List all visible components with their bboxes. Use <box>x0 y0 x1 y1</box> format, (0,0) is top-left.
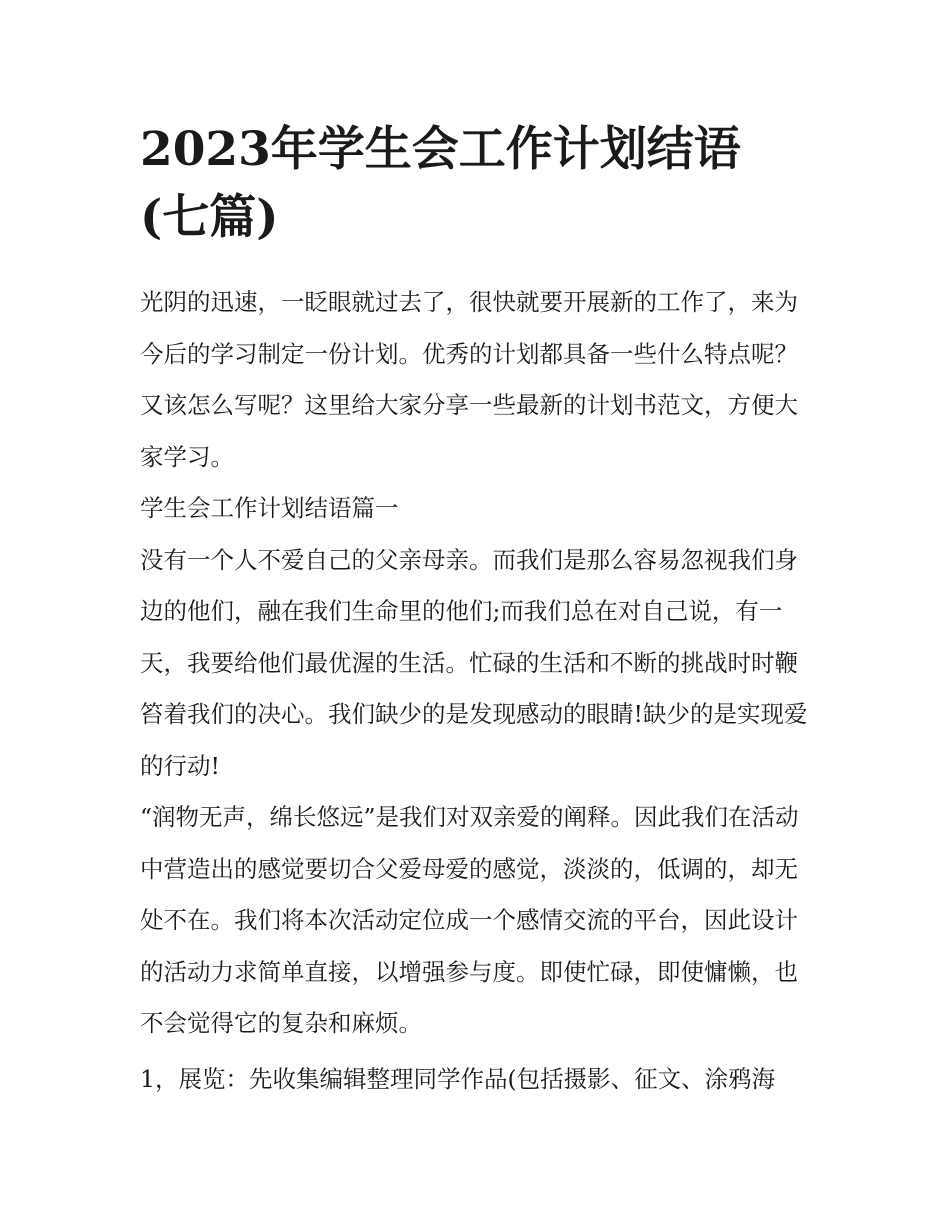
body-paragraph-1: 没有一个人不爱自己的父亲母亲。而我们是那么容易忽视我们身边的他们，融在我们生命里的他们;而我们总在对自己说，有一天，我要给他们最优渥的生活。忙碌的生活和不断的挑战时时鞭笞着我们的决心。我们缺少的是发现感动的眼睛!缺少的是实现爱的行动! <box>140 545 808 780</box>
title-line-2: (七篇) <box>140 190 279 245</box>
document-content <box>140 116 820 1105</box>
intro-paragraph: 光阴的迅速，一眨眼就过去了，很快就要开展新的工作了，来为今后的学习制定一份计划。优秀的计划都具备一些什么特点呢？又该怎么写呢？这里给大家分享一些最新的计划书范文，方便大家学习。 <box>140 288 798 471</box>
document-title <box>140 116 820 252</box>
document-body <box>140 277 820 1105</box>
list-item-1: 1，展览：先收集编辑整理同学作品(包括摄影、征文、涂鸦海 <box>140 1064 776 1093</box>
body-paragraph-2: “润物无声，绵长悠远”是我们对双亲爱的阐释。因此我们在活动中营造出的感觉要切合父爱母爱的感觉，淡淡的，低调的，却无处不在。我们将本次活动定位成一个感情交流的平台，因此设计的活动力求简单直接，以增强参与度。即使忙碌，即使慵懒，也不会觉得它的复杂和麻烦。 <box>140 803 799 1037</box>
title-line-1: 2023年学生会工作计划结语 <box>140 122 741 177</box>
section-heading: 学生会工作计划结语篇一 <box>140 494 399 522</box>
